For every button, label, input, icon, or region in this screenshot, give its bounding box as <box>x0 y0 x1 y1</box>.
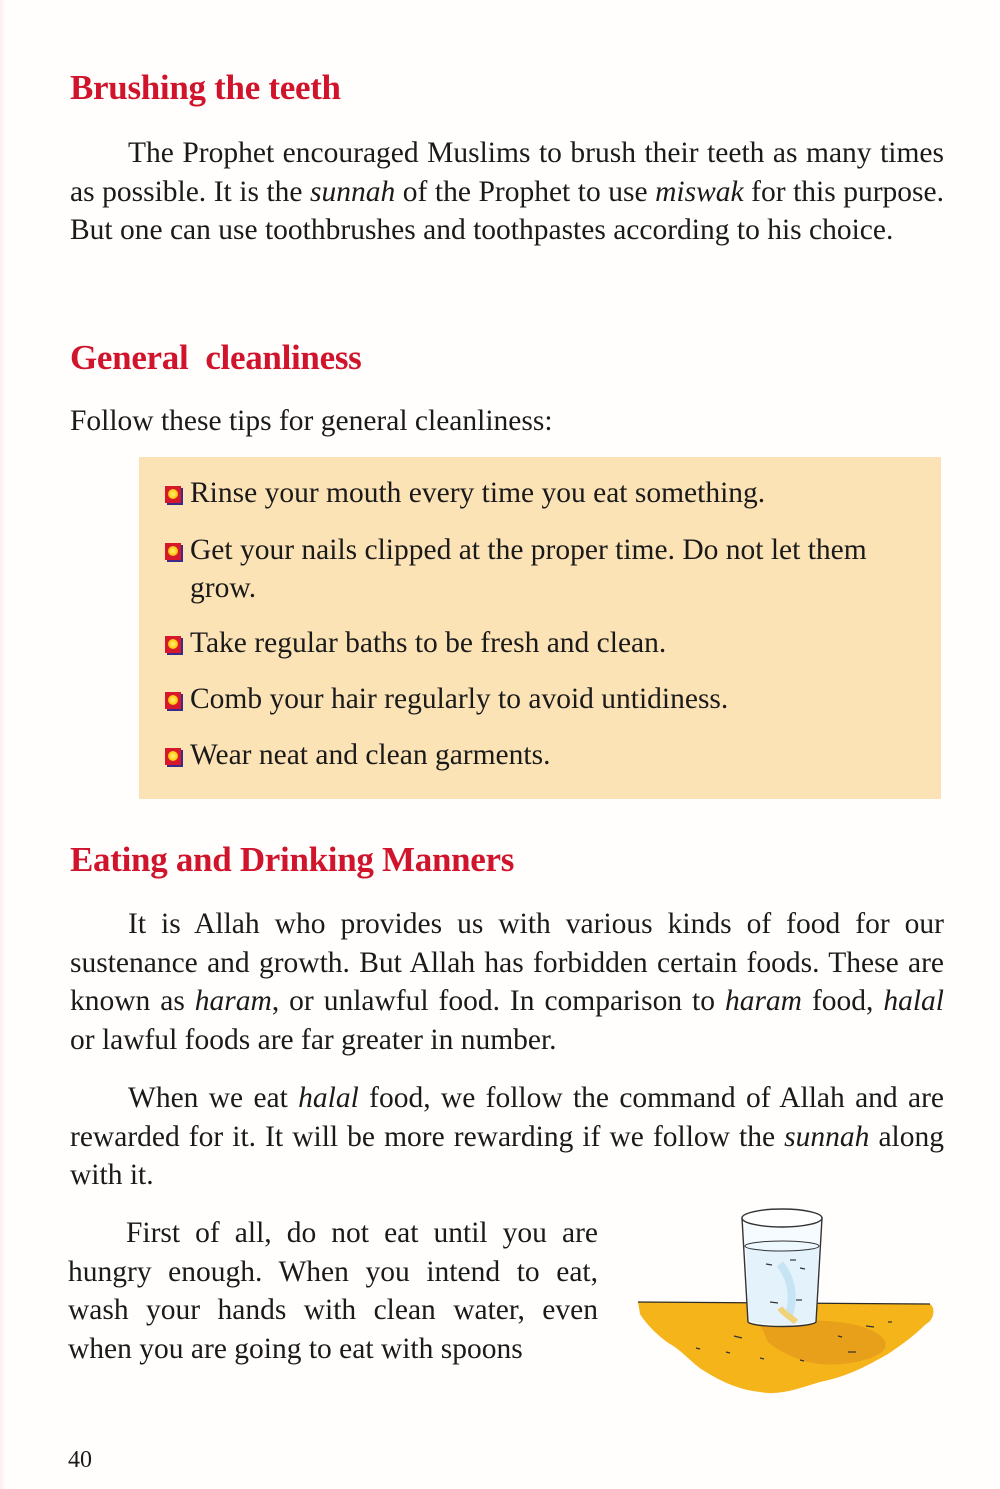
text-run: along with it. <box>70 1120 944 1191</box>
tip-text: Rinse your mouth every time you eat something. <box>190 477 766 509</box>
sun-square-bullet-icon <box>165 692 181 709</box>
text-run: When we eat <box>128 1082 299 1114</box>
italic-term: sunnah <box>784 1120 870 1153</box>
text-run: for this purpose. But one can use toothbrushes and toothpastes according to his choice. <box>70 175 944 246</box>
heading-brushing-teeth: Brushing the teeth <box>70 68 341 107</box>
tip-text: Take regular baths to be fresh and clean. <box>190 627 667 659</box>
heading-general-cleanliness: General cleanliness <box>70 338 362 377</box>
text-run: , or unlawful food. In comparison to <box>271 985 725 1017</box>
italic-term: haram <box>194 985 272 1017</box>
italic-term: halal <box>883 985 944 1017</box>
paragraph-eating-3: First of all, do not eat until you are hungry enough. When you intend to eat, wash your hands with clean water, even when you are going to eat with spoons <box>68 1217 598 1365</box>
tip-item <box>165 680 905 718</box>
text-run: food, we follow the command of Allah and are rewarded for it. It will be more rewarding if we follow the <box>70 1082 945 1153</box>
sun-square-bullet-icon <box>165 636 181 653</box>
paragraph-brushing <box>70 134 944 250</box>
text-run: The Prophet encouraged Muslims to brush their teeth as many times as possible. It is the <box>70 137 944 208</box>
tip-item <box>165 531 905 607</box>
text-run: It is Allah who provides us with various kinds of food for our sustenance and growth. But Allah has forbidden certain foods. These are known as <box>70 908 944 1017</box>
tip-item <box>165 624 905 662</box>
page-edge-tint <box>0 0 6 1489</box>
italic-term: miswak <box>655 175 744 208</box>
text-run: food, <box>801 985 884 1017</box>
sun-square-bullet-icon <box>165 543 181 560</box>
glass-of-water-illustration <box>630 1196 950 1416</box>
italic-term: halal <box>298 1082 359 1114</box>
italic-term: sunnah <box>310 175 396 208</box>
italic-term: haram <box>724 985 802 1017</box>
tip-text: Comb your hair regularly to avoid untidiness. <box>190 683 729 715</box>
text-run: or lawful foods are far greater in number. <box>70 1023 557 1056</box>
cleanliness-intro: Follow these tips for general cleanliness: <box>70 405 553 437</box>
tips-box <box>139 457 941 799</box>
tip-item <box>165 474 905 512</box>
heading-eating-drinking: Eating and Drinking Manners <box>70 840 515 879</box>
sun-square-bullet-icon <box>165 486 181 503</box>
paragraph-eating-2 <box>70 1079 944 1195</box>
page-number: 40 <box>68 1447 92 1473</box>
paragraph-eating-1 <box>70 905 944 1059</box>
tip-text: Get your nails clipped at the proper time. Do not let them grow. <box>190 534 867 604</box>
tip-text: Wear neat and clean garments. <box>190 739 551 771</box>
sun-square-bullet-icon <box>165 748 181 765</box>
text-run: of the Prophet to use <box>395 175 656 208</box>
tip-item <box>165 736 905 774</box>
